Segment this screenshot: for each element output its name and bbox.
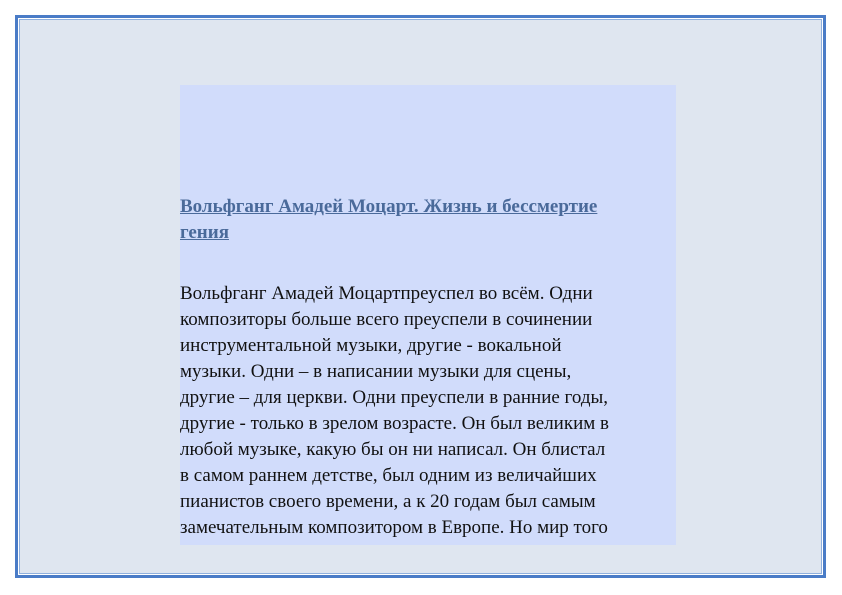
body-line: Вольфганг Амадей Моцартпреуспел во всём. Одни xyxy=(180,283,593,304)
text-content-box xyxy=(180,85,676,545)
body-paragraph xyxy=(180,281,676,541)
body-line: композиторы больше всего преуспели в сочинении xyxy=(180,309,593,330)
body-line: замечательным композитором в Европе. Но мир того xyxy=(180,517,608,538)
slide-frame xyxy=(15,15,826,578)
body-line: в самом раннем детстве, был одним из величайших xyxy=(180,465,597,486)
body-line: другие - только в зрелом возрасте. Он был великим в xyxy=(180,413,609,434)
body-line: инструментальной музыки, другие - вокальной xyxy=(180,335,562,356)
body-line: пианистов своего времени, а к 20 годам был самым xyxy=(180,491,596,512)
body-line: другие – для церкви. Одни преуспели в ранние годы, xyxy=(180,387,609,408)
title-line: гения xyxy=(180,222,229,243)
title-line: Вольфганг Амадей Моцарт. Жизнь и бессмертие xyxy=(180,196,598,217)
body-line: любой музыке, какую бы он ни написал. Он блистал xyxy=(180,439,606,460)
document-title xyxy=(180,194,676,246)
body-line: музыки. Одни – в написании музыки для сцены, xyxy=(180,361,572,382)
